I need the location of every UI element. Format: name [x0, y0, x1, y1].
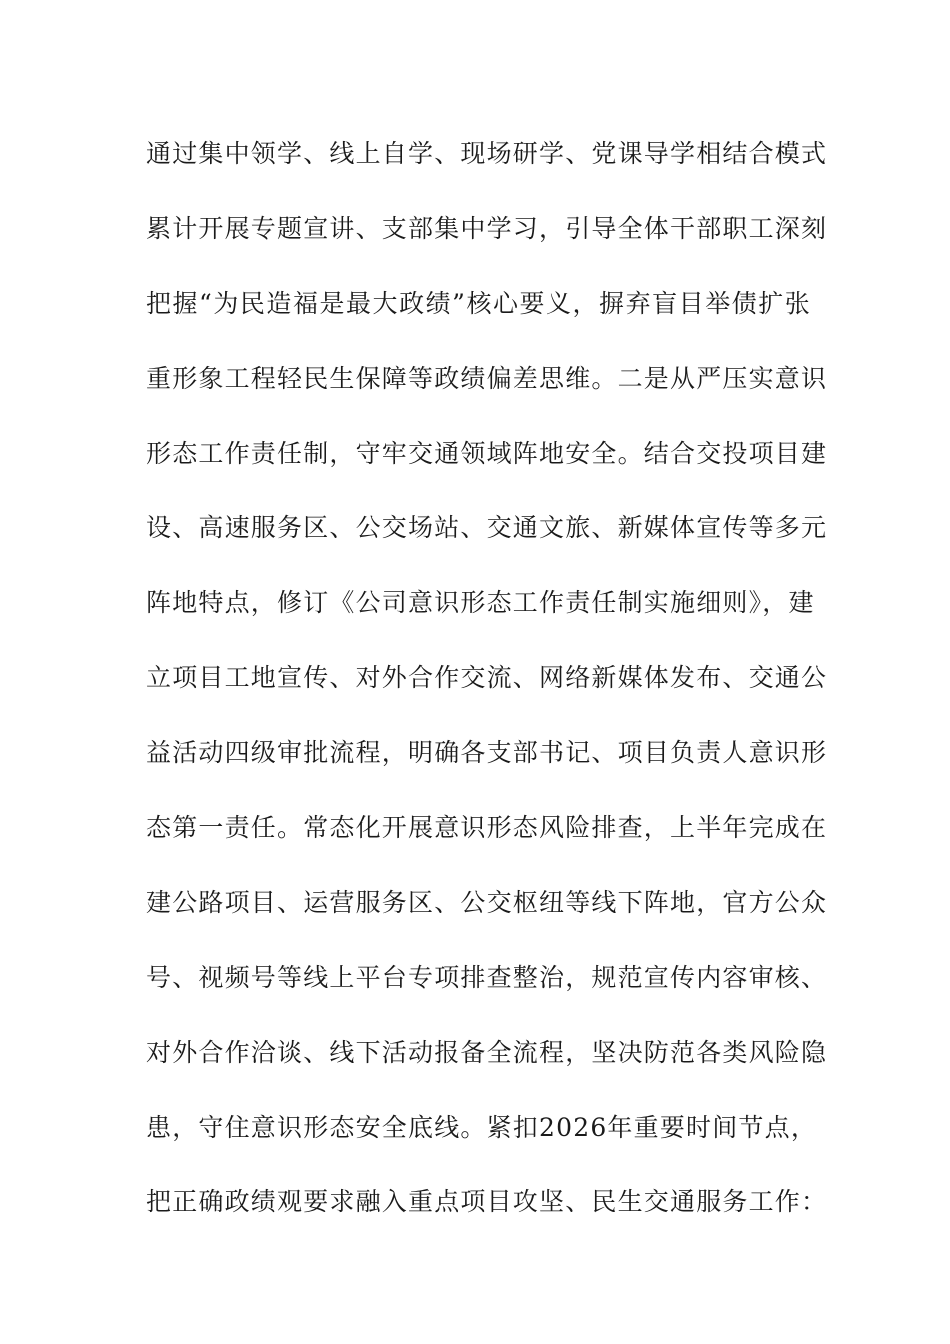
text-line: 重形象工程轻民生保障等政绩偏差思维。二是从严压实意识 [146, 363, 828, 393]
text-line: 患，守住意识形态安全底线。紧扣2026年重要时间节点， [146, 1112, 818, 1142]
text-line: 态第一责任。常态化开展意识形态风险排查，上半年完成在 [146, 813, 828, 843]
text-line: 号、视频号等线上平台专项排查整治，规范宣传内容审核、 [146, 962, 828, 992]
text-line: 累计开展专题宣讲、支部集中学习，引导全体干部职工深刻 [146, 213, 828, 243]
text-line: 设、高速服务区、公交场站、交通文旅、新媒体宣传等多元 [146, 513, 828, 543]
text-line: 阵地特点，修订《公司意识形态工作责任制实施细则》，建 [146, 588, 815, 618]
body-text [146, 131, 828, 1254]
text-line: 建公路项目、运营服务区、公交枢纽等线下阵地，官方公众 [146, 887, 828, 917]
text-line: 立项目工地宣传、对外合作交流、网络新媒体发布、交通公 [146, 663, 828, 693]
text-line: 形态工作责任制，守牢交通领域阵地安全。结合交投项目建 [146, 438, 828, 468]
text-line: 把正确政绩观要求融入重点项目攻坚、民生交通服务工作： [146, 1187, 828, 1217]
text-line: 益活动四级审批流程，明确各支部书记、项目负责人意识形 [146, 738, 828, 768]
text-line: 通过集中领学、线上自学、现场研学、党课导学相结合模式 [146, 139, 828, 168]
text-line: 把握“为民造福是最大政绩”核心要义，摒弃盲目举债扩张 [146, 288, 811, 318]
text-line: 对外合作洽谈、线下活动报备全流程，坚决防范各类风险隐 [146, 1037, 828, 1067]
